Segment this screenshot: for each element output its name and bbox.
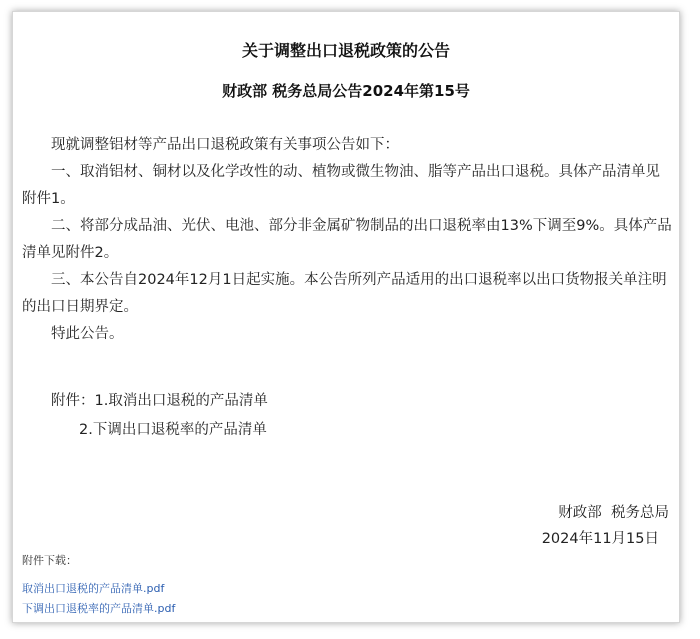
signature: 财政部 税务总局 [558, 505, 669, 521]
clause-2-paragraph: 二、将部分成品油、光伏、电池、部分非金属矿物制品的出口退税率由13%下调至9%。具体产品清单见附件2。 [22, 218, 672, 261]
clause-1-paragraph: 一、取消铝材、铜材以及化学改性的动、植物或微生物油、脂等产品出口退税。具体产品清单见附件1。 [22, 164, 660, 207]
download-link-annex-2[interactable]: 下调出口退税率的产品清单.pdf [22, 602, 176, 615]
intro-paragraph: 现就调整铝材等产品出口退税政策有关事项公告如下： [51, 137, 399, 153]
closing-paragraph: 特此公告。 [51, 326, 124, 342]
document-title: 关于调整出口退税政策的公告 [241, 41, 450, 60]
annex-line-2: 2.下调出口退税率的产品清单 [79, 422, 267, 438]
announcement-frame [12, 11, 680, 623]
download-link-annex-1[interactable]: 取消出口退税的产品清单.pdf [22, 582, 165, 595]
clause-3-paragraph: 三、本公告自2024年12月1日起实施。本公告所列产品适用的出口退税率以出口货物报关单注明的出口日期界定。 [22, 272, 667, 315]
document-subtitle: 财政部 税务总局公告2024年第15号 [222, 82, 470, 100]
downloads-label: 附件下载： [22, 554, 77, 567]
annex-line-1: 附件：1.取消出口退税的产品清单 [51, 393, 268, 409]
date: 2024年11月15日 [541, 531, 659, 547]
